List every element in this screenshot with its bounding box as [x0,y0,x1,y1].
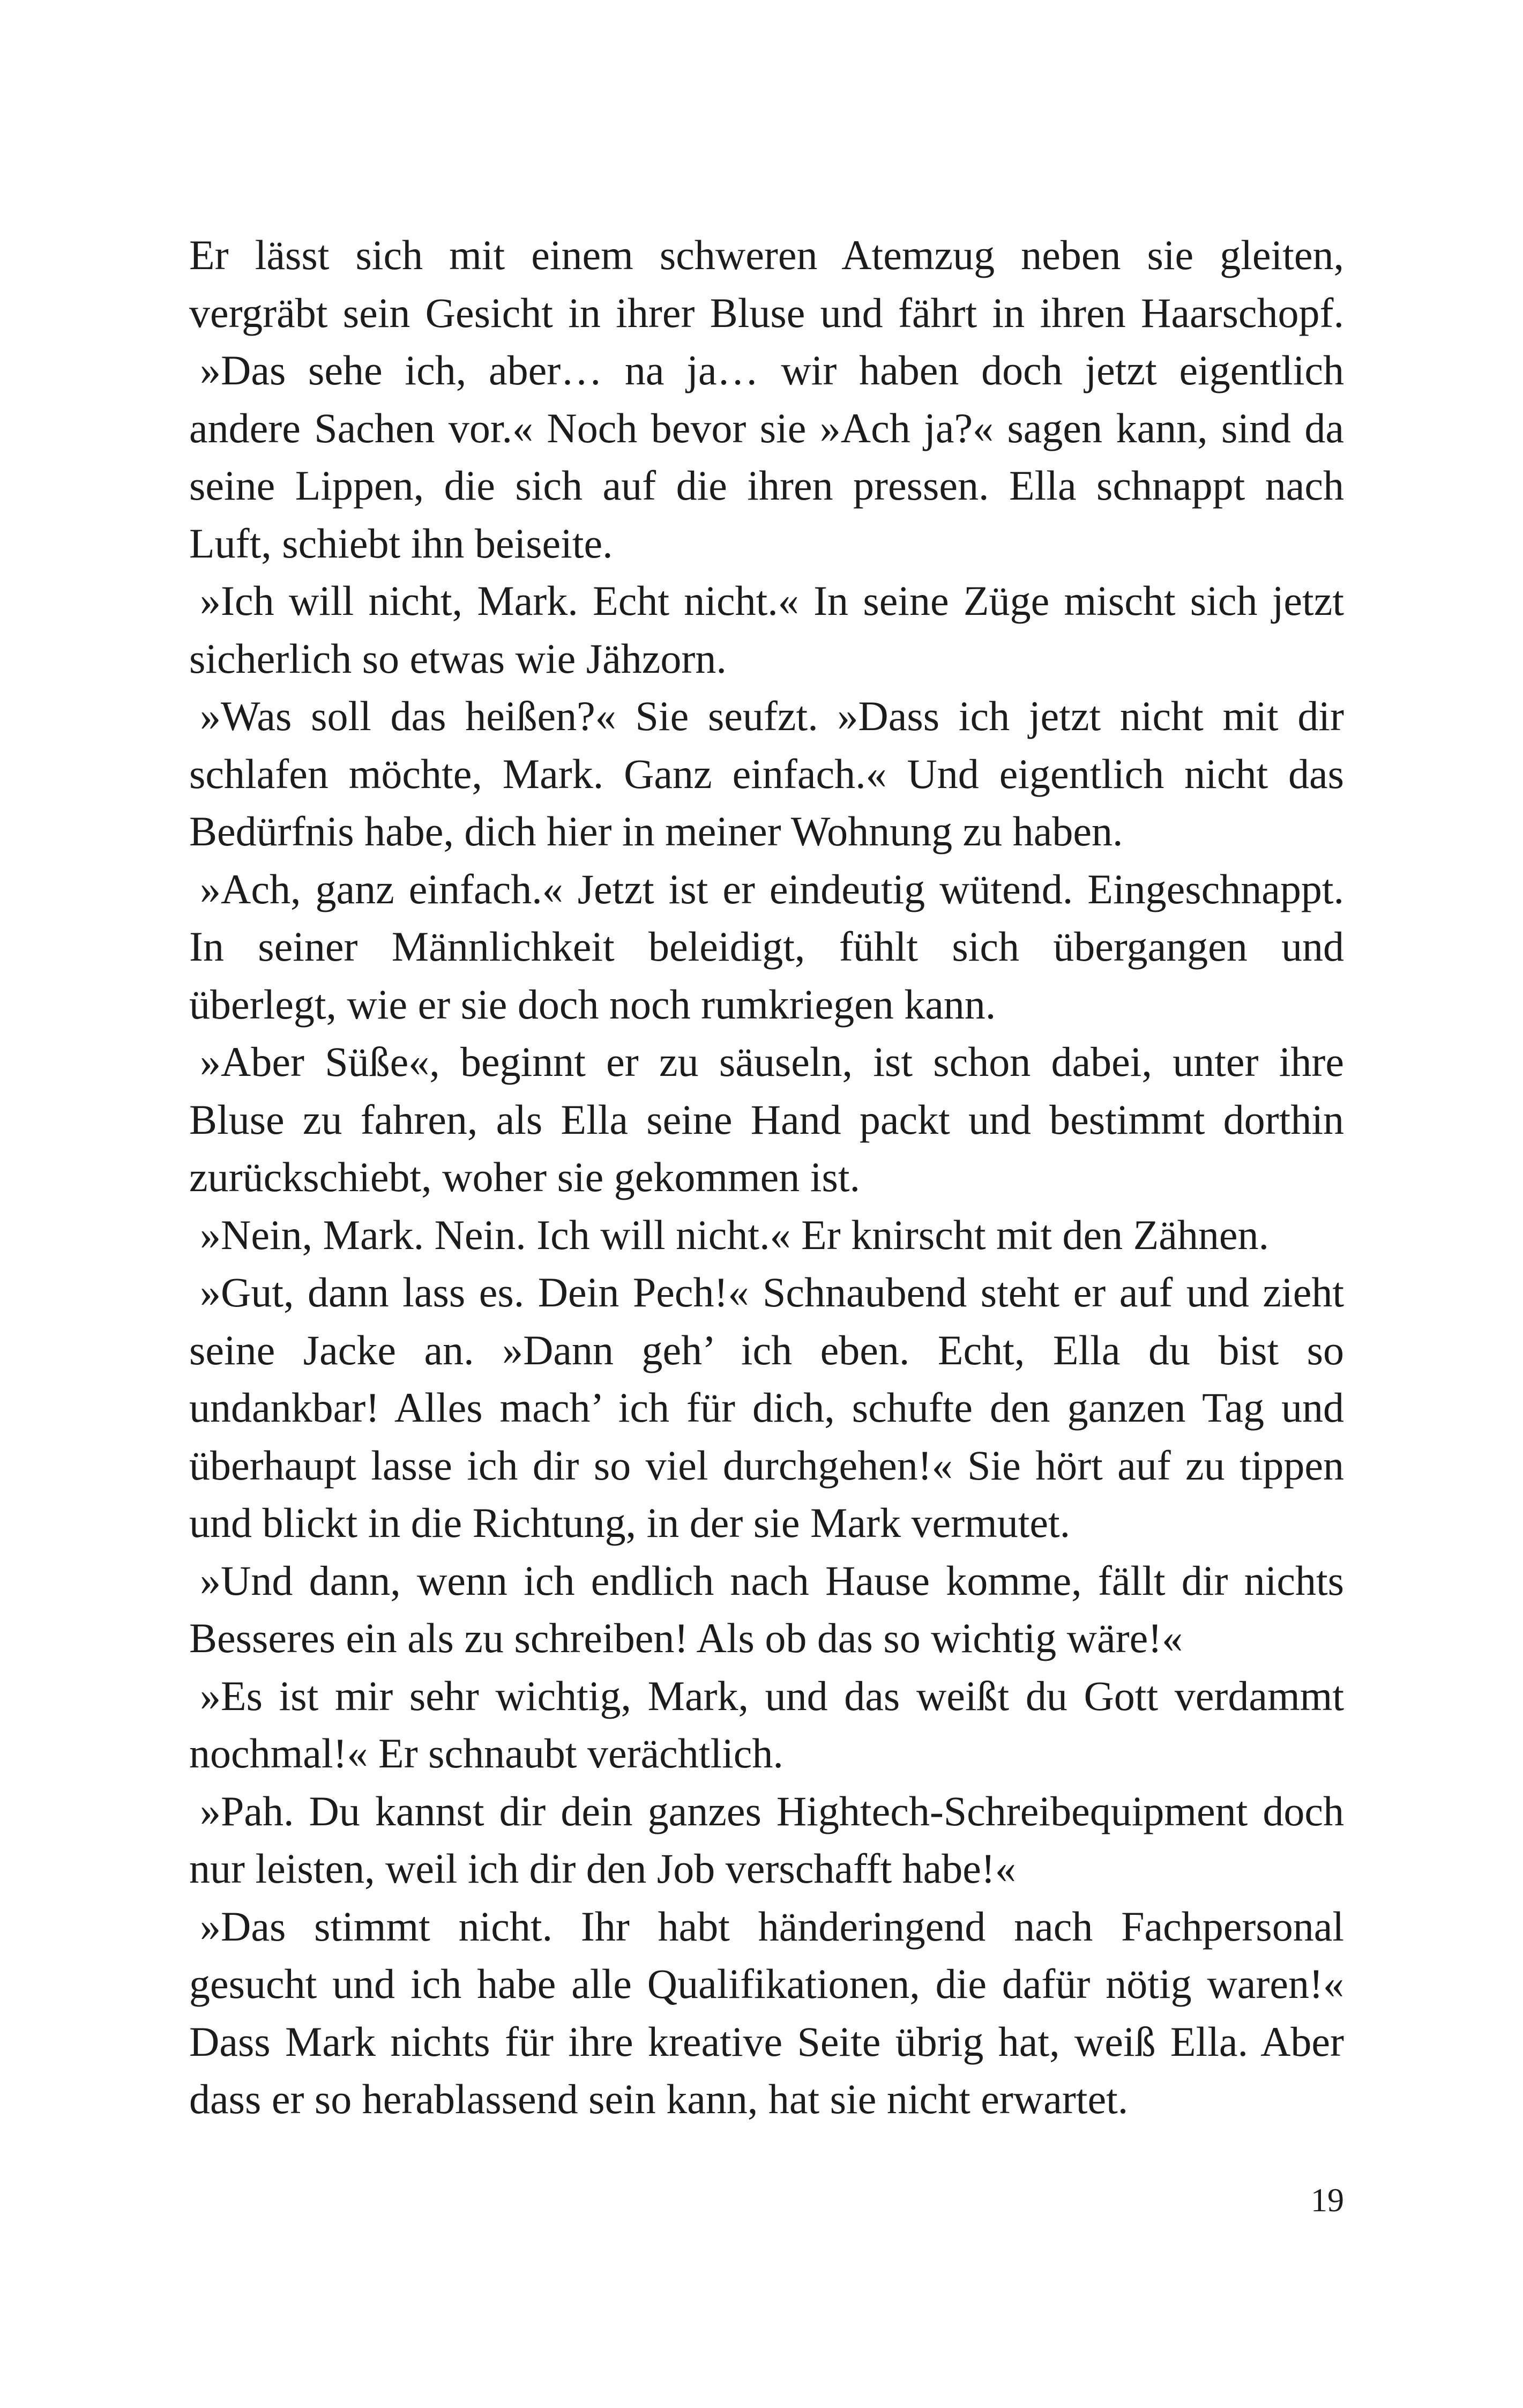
text-line: Besseres ein als zu schreiben! Als ob das so wichtig wäre!« [189,1615,1183,1661]
text-line: undankbar! Alles mach’ ich für dich, schufte den ganzen Tag und [189,1384,1344,1431]
text-line: schlafen möchte, Mark. Ganz einfach.« Und eigentlich nicht das [189,750,1344,797]
text-line: vergräbt sein Gesicht in ihrer Bluse und fährt in ihren Haarschopf. [189,289,1344,336]
text-line: »Das stimmt nicht. Ihr habt händeringend nach Fachpersonal [200,1902,1344,1950]
text-line: seine Lippen, die sich auf die ihren pressen. Ella schnappt nach [189,462,1344,509]
page-number: 19 [1311,2182,1344,2219]
text-line: »Es ist mir sehr wichtig, Mark, und das weißt du Gott verdammt [200,1672,1344,1719]
text-line: »Nein, Mark. Nein. Ich will nicht.« Er knirscht mit den Zähnen. [200,1211,1270,1258]
text-line: nur leisten, weil ich dir den Job verschafft habe!« [189,1845,1016,1892]
text-line: dass er so herablassend sein kann, hat sie nicht erwartet. [189,2076,1129,2122]
text-line: »Ich will nicht, Mark. Echt nicht.« In seine Züge mischt sich jetzt [200,577,1344,624]
text-line: andere Sachen vor.« Noch bevor sie »Ach ja?« sagen kann, sind da [189,404,1344,451]
text-line: überlegt, wie er sie doch noch rumkriegen kann. [189,980,996,1028]
text-line: »Pah. Du kannst dir dein ganzes Hightech-Schreibequipment doch [200,1787,1344,1834]
text-line: seine Jacke an. »Dann geh’ ich eben. Echt, Ella du bist so [189,1326,1344,1373]
text-line: »Und dann, wenn ich endlich nach Hause komme, fällt dir nichts [200,1557,1344,1604]
text-line: »Aber Süße«, beginnt er zu säuseln, ist schon dabei, unter ihre [200,1038,1344,1085]
text-line: überhaupt lasse ich dir so viel durchgehen!« Sie hört auf zu tippen [189,1441,1344,1489]
text-line: Bedürfnis habe, dich hier in meiner Wohnung zu haben. [189,808,1123,854]
text-line: Bluse zu fahren, als Ella seine Hand packt und bestimmt dorthin [189,1096,1344,1143]
text-line: zurückschiebt, woher sie gekommen ist. [189,1154,860,1200]
text-line: In seiner Männlichkeit beleidigt, fühlt sich übergangen und [189,923,1344,970]
text-line: »Was soll das heißen?« Sie seufzt. »Dass ich jetzt nicht mit dir [200,693,1344,739]
text-line: »Gut, dann lass es. Dein Pech!« Schnaubend steht er auf und zieht [200,1269,1344,1316]
text-line: »Ach, ganz einfach.« Jetzt ist er eindeutig wütend. Eingeschnappt. [200,865,1344,912]
text-line: Er lässt sich mit einem schweren Atemzug neben sie gleiten, [189,232,1344,278]
body-text [189,226,1344,2128]
text-line: gesucht und ich habe alle Qualifikationen, die dafür nötig waren!« [189,1960,1344,2007]
text-line: nochmal!« Er schnaubt verächtlich. [189,1730,783,1777]
text-line: sicherlich so etwas wie Jähzorn. [189,635,727,682]
text-line: Dass Mark nichts für ihre kreative Seite übrig hat, weiß Ella. Aber [189,2018,1344,2065]
text-line: »Das sehe ich, aber… na ja… wir haben doch jetzt eigentlich [200,347,1344,393]
text-line: Luft, schiebt ihn beiseite. [189,519,613,567]
text-line: und blickt in die Richtung, in der sie Mark vermutet. [189,1499,1071,1546]
